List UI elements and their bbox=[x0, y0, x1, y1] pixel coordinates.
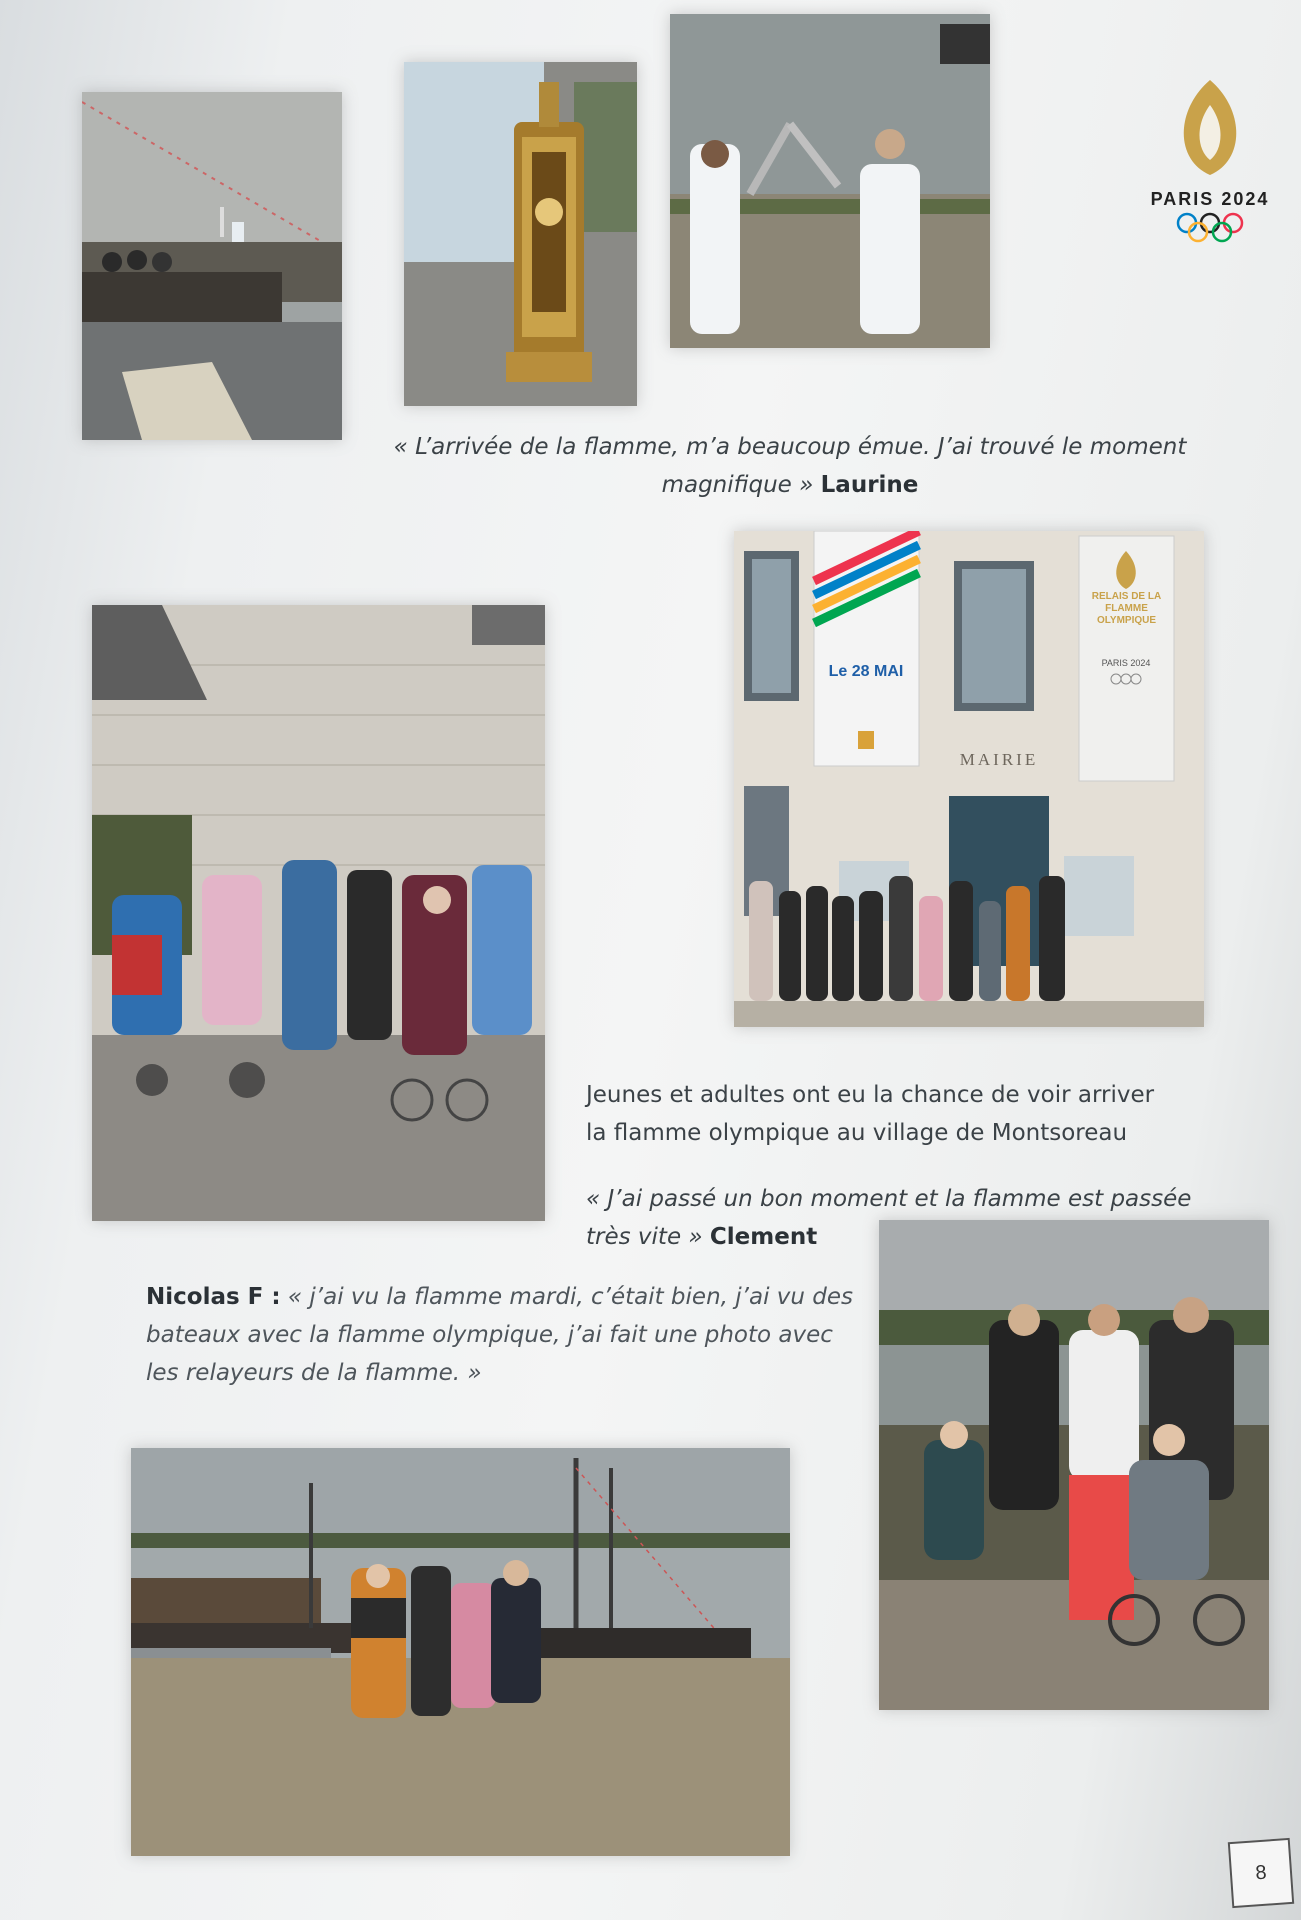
laurine-name: Laurine bbox=[820, 472, 919, 498]
photo-torch-exchange bbox=[670, 14, 990, 348]
mairie-sign: MAIRIE bbox=[959, 750, 1039, 769]
paris-2024-logo bbox=[1135, 75, 1285, 265]
banner-paris: PARIS 2024 bbox=[1101, 658, 1151, 668]
description-text: Jeunes et adultes ont eu la chance de voir arriver la flamme olympique au village de Montsoreau bbox=[586, 1082, 1155, 1146]
photo-group-stone-wall bbox=[92, 605, 545, 1221]
nicolas-quote: « j’ai vu la flamme mardi, c’était bien, j’ai vu des bateaux avec la flamme olympique, j’ai fait une photo avec les relayeurs de la flamme. » bbox=[146, 1284, 854, 1386]
nicolas-name: Nicolas F : bbox=[146, 1284, 281, 1310]
photo-group-mairie bbox=[734, 531, 1204, 1027]
photo-group-quay-boats bbox=[131, 1448, 790, 1856]
laurine-quote: « L’arrivée de la flamme, m’a beaucoup émue. J’ai trouvé le moment magnifique » bbox=[393, 434, 1187, 498]
banner-relais: RELAIS DE LA FLAMME OLYMPIQUE bbox=[1091, 591, 1162, 626]
page-number: 8 bbox=[1228, 1838, 1294, 1908]
photo-torchbearer-boat bbox=[82, 92, 342, 440]
clement-name: Clement bbox=[709, 1224, 818, 1250]
caption-nicolas bbox=[146, 1278, 856, 1392]
photo-group-riverbank bbox=[879, 1220, 1269, 1710]
caption-laurine bbox=[390, 428, 1190, 504]
photo-flame-lantern bbox=[404, 62, 637, 406]
logo-text: PARIS 2024 bbox=[1150, 189, 1270, 209]
clement-quote: « J’ai passé un bon moment et la flamme est passée très vite » bbox=[586, 1186, 1192, 1250]
banner-date: Le 28 MAI bbox=[828, 663, 904, 680]
caption-description bbox=[586, 1076, 1176, 1152]
